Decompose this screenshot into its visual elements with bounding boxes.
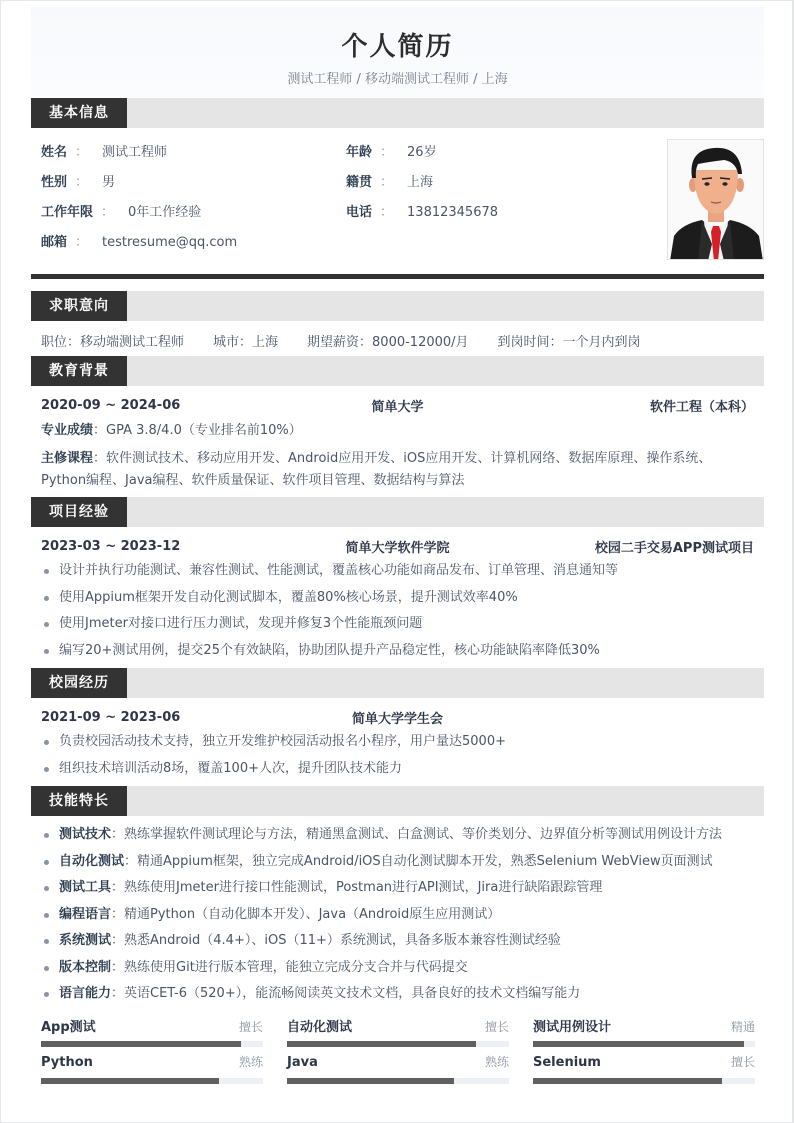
colon: ： (380, 205, 394, 220)
field-label: 性别 (41, 175, 68, 190)
skill-name: Selenium (533, 1054, 601, 1070)
section-title: 求职意向 (31, 291, 127, 321)
skill-fill (287, 1078, 454, 1084)
field-value: 测试工程师 (102, 145, 168, 160)
divider (31, 274, 764, 279)
skill-name: 自动化测试 (287, 1019, 353, 1035)
colon: ： (380, 145, 394, 160)
skill-name: Python (41, 1054, 93, 1070)
project-header-row (31, 534, 764, 558)
skill-bars (31, 1016, 764, 1084)
section-title: 项目经验 (31, 497, 127, 527)
intent-city: 城市：上海 (213, 335, 279, 350)
section-title: 基本信息 (31, 98, 127, 128)
skill-bar-item (533, 1016, 755, 1047)
list-item: 版本控制：熟练使用Git进行版本管理，能独立完成分支合并与代码提交 (41, 955, 754, 982)
skill-level: 熟练 (238, 1054, 263, 1069)
intent-salary: 期望薪资：8000-12000/月 (307, 335, 469, 350)
field-label: 工作年限 (41, 205, 94, 220)
skill-bar-item (41, 1053, 263, 1084)
field-email (41, 235, 237, 251)
profile-photo (667, 139, 764, 260)
skill-level: 擅长 (730, 1054, 755, 1069)
project-name: 校园二手交易APP测试项目 (594, 540, 754, 556)
field-label: 姓名 (41, 145, 68, 160)
skill-name: App测试 (41, 1019, 96, 1035)
list-item: 自动化测试：精通Appium框架，独立完成Android/iOS自动化测试脚本开发，熟悉Selenium WebView页面测试 (41, 849, 754, 876)
field-value: testresume@qq.com (102, 235, 238, 250)
skill-fill (533, 1078, 722, 1084)
skill-level: 熟练 (484, 1054, 509, 1069)
skill-name: Java (287, 1054, 318, 1070)
section-title: 技能特长 (31, 786, 127, 816)
field-experience (41, 205, 201, 221)
field-name (41, 145, 167, 161)
skill-track (287, 1041, 509, 1047)
colon: ： (101, 205, 115, 220)
education-entry (31, 386, 764, 497)
colon: ： (75, 145, 89, 160)
resume-subtitle: 测试工程师 / 移动端测试工程师 / 上海 (287, 72, 508, 87)
colon: ： (75, 175, 89, 190)
education-major: 软件工程（本科） (649, 399, 754, 415)
list-item: 使用Jmeter对接口进行压力测试，发现并修复3个性能瓶颈问题 (41, 611, 754, 638)
campus-entry (31, 698, 764, 786)
courses-label: 主修课程 (41, 451, 94, 466)
section-header-campus (31, 668, 764, 698)
colon: ： (75, 235, 89, 250)
field-age (346, 145, 437, 161)
list-item: 使用Appium框架开发自动化测试脚本，覆盖80%核心场景，提升测试效率40% (41, 585, 754, 612)
list-item: 测试技术：熟练掌握软件测试理论与方法，精通黑盒测试、白盒测试、等价类划分、边界值分析等测试用例设计方法 (41, 822, 754, 849)
list-item: 编写20+测试用例，提交25个有效缺陷，协助团队提升产品稳定性，核心功能缺陷率降低30% (41, 638, 754, 665)
skill-bar-item (287, 1016, 509, 1047)
education-gpa (31, 420, 764, 442)
section-header-skills (31, 786, 764, 816)
list-item: 编程语言：精通Python（自动化脚本开发）、Java（Android原生应用测试） (41, 902, 754, 929)
field-label: 邮箱 (41, 235, 68, 250)
project-entry (31, 527, 764, 668)
project-org: 简单大学软件学院 (345, 540, 450, 556)
list-item: 测试工具：熟练使用Jmeter进行接口性能测试，Postman进行API测试，Jira进行缺陷跟踪管理 (41, 875, 754, 902)
list-item: 设计并执行功能测试、兼容性测试、性能测试，覆盖核心功能如商品发布、订单管理、消息通知等 (41, 558, 754, 585)
section-title: 校园经历 (31, 668, 127, 698)
resume-page (31, 0, 764, 1084)
skill-fill (41, 1041, 241, 1047)
intent-arrival: 到岗时间：一个月内到岗 (497, 335, 641, 350)
field-value: 男 (102, 175, 116, 190)
project-bullets (31, 558, 764, 668)
field-value: 0年工作经验 (128, 205, 202, 220)
gpa-value: ：GPA 3.8/4.0（专业排名前10%） (93, 423, 302, 438)
avatar-illustration-icon (668, 140, 764, 260)
skills-list (31, 816, 764, 1016)
skill-name: 测试用例设计 (533, 1019, 612, 1035)
field-label: 年龄 (346, 145, 373, 160)
field-hometown (346, 175, 433, 191)
list-item: 负责校园活动技术支持，独立开发维护校园活动报名小程序，用户量达5000+ (41, 729, 754, 756)
gpa-label: 专业成绩 (41, 423, 94, 438)
skill-track (533, 1078, 755, 1084)
skill-track (41, 1078, 263, 1084)
field-label: 电话 (346, 205, 373, 220)
field-value: 26岁 (407, 145, 437, 160)
field-value: 13812345678 (407, 205, 499, 220)
list-item: 语言能力：英语CET-6（520+），能流畅阅读英文技术文档，具备良好的技术文档编写能力 (41, 981, 754, 1008)
section-header-projects (31, 497, 764, 527)
section-header-basic (31, 98, 764, 128)
field-gender (41, 175, 115, 191)
skill-fill (287, 1041, 476, 1047)
list-item: 系统测试：熟悉Android（4.4+）、iOS（11+）系统测试，具备多版本兼容性测试经验 (41, 928, 754, 955)
list-item: 组织技术培训活动8场，覆盖100+人次，提升团队技术能力 (41, 756, 754, 783)
skill-bar-item (287, 1053, 509, 1084)
skill-track (41, 1041, 263, 1047)
field-phone (346, 205, 498, 221)
colon: ： (380, 175, 394, 190)
intent-position: 职位：移动端测试工程师 (41, 335, 185, 350)
courses-value: ：软件测试技术、移动应用开发、Android应用开发、iOS应用开发、计算机网络、数据库原理、操作系统、Python编程、Java编程、软件质量保证、软件项目管理、数据结构与算法 (41, 451, 712, 488)
skill-level: 精通 (730, 1019, 755, 1034)
education-school: 简单大学 (371, 399, 424, 415)
education-header-row (31, 393, 764, 417)
campus-bullets (31, 729, 764, 786)
skill-level: 擅长 (238, 1019, 263, 1034)
skill-track (287, 1078, 509, 1084)
skill-level: 擅长 (484, 1019, 509, 1034)
job-intent (31, 321, 764, 356)
skill-fill (41, 1078, 219, 1084)
field-label: 籍贯 (346, 175, 373, 190)
resume-title: 个人简历 (341, 32, 454, 62)
skill-fill (533, 1041, 744, 1047)
section-header-education (31, 356, 764, 386)
field-value: 上海 (407, 175, 434, 190)
section-header-intent (31, 291, 764, 321)
section-title: 教育背景 (31, 356, 127, 386)
skill-bar-item (41, 1016, 263, 1047)
education-courses (31, 448, 764, 497)
campus-period: 2021-09 ~ 2023-06 (41, 709, 181, 725)
resume-header (31, 7, 764, 97)
campus-org: 简单大学学生会 (351, 711, 443, 727)
skill-bar-item (533, 1053, 755, 1084)
campus-header-row (31, 705, 764, 729)
basic-info (31, 128, 764, 274)
project-period: 2023-03 ~ 2023-12 (41, 538, 181, 554)
skill-track (533, 1041, 755, 1047)
education-period: 2020-09 ~ 2024-06 (41, 397, 181, 413)
